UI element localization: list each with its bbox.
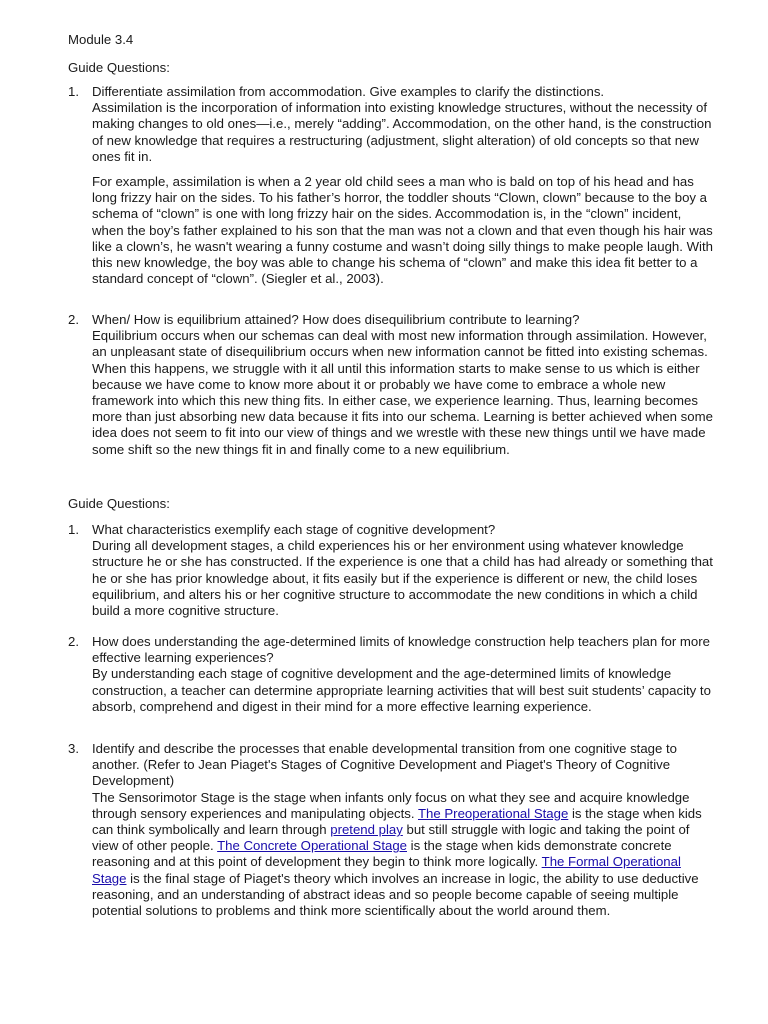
- question-text: When/ How is equilibrium attained? How does disequilibrium contribute to learning?: [92, 312, 580, 327]
- s1-question-1-example: [68, 174, 716, 287]
- concrete-operational-text: is the stage when kids demonstrate concrete reasoning and at this point of development they begin to think more logically.: [92, 838, 672, 870]
- answer-text: By understanding each stage of cognitive development and the age-determined limits of knowledge construction, a teacher can determine appropriate learning activities that will best suit students’ capacity to absorb, comprehend and digest in their mind for a more effective learning experience.: [92, 666, 711, 714]
- list-number: 3.: [68, 741, 79, 756]
- section1-label: Guide Questions:: [68, 60, 170, 75]
- s2-question-2: [68, 634, 716, 715]
- list-number: 1.: [68, 84, 79, 99]
- example-text: For example, assimilation is when a 2 year old child sees a man who is bald on top of his head and has long frizzy hair on the sides. To his father’s horror, the toddler shouts “Clown, clown” because to the boy a schema of “clown” is one with long frizzy hair on the sides. Accommodation is, in the “clown” incident, when the boy’s father explained to his son that the man was not a clown and that even though his hair was like a clown’s, he wasn't wearing a funny costume and wasn’t doing silly things to make people laugh. With this new knowledge, the boy was able to change his schema of “clown” and make this idea fit better to a standard concept of “clown”. (Siegler et al., 2003).: [92, 174, 713, 287]
- question-text: How does understanding the age-determined limits of knowledge construction help teachers plan for more effective learning experiences?: [92, 634, 710, 666]
- link-pretend-play[interactable]: pretend play: [330, 822, 403, 838]
- section2-label: Guide Questions:: [68, 496, 170, 511]
- s1-question-1: [68, 84, 716, 165]
- answer-text: During all development stages, a child experiences his or her environment using whatever knowledge structure he or she has constructed. If the experience is one that a child has had already or something that he or she has prior knowledge about, it fits easily but if the experience is different or new, the child loses equilibrium, and alters his or her cognitive structure to accommodate the new conditions in which a child build a more cognitive structure.: [92, 538, 713, 619]
- answer-text: [92, 790, 716, 920]
- answer-text: Equilibrium occurs when our schemas can deal with most new information through assimilation. However, an unpleasant state of disequilibrium occurs when new information cannot be fitted into existing schemas. When this happens, we struggle with it all until this information starts to make sense to us which is either because we have come to know more about it or probably we have come to embrace a whole new framework into which this new thing fits. In either case, we experience learning. Thus, learning becomes more than just absorbing new data because it fits into our schema. Learning is better achieved when some idea does not seem to fit into our view of things and we wrestle with these new things until we have made some shift so the new things fit in and finally come to a new equilibrium.: [92, 328, 713, 457]
- s1-question-2: [68, 312, 716, 458]
- answer-text: Assimilation is the incorporation of information into existing knowledge structures, without the necessity of making changes to old ones—i.e., merely “adding”. Accommodation, on the other hand, is the construction of new knowledge that requires a restructuring (adjustment, slight alteration) of old concepts so that new ones fit in.: [92, 100, 712, 164]
- formal-operational-text: is the final stage of Piaget's theory which involves an increase in logic, the ability to use deductive reasoning, and an understanding of abstract ideas and so people become capable of seeing multiple potential solutions to problems and think more scientifically about the world around them.: [92, 870, 699, 919]
- pretend-play-text: but still struggle with logic and taking the point of view of other people.: [92, 822, 690, 854]
- s2-question-3: [68, 741, 716, 919]
- link-formal-operational-stage[interactable]: The Formal Operational Stage: [92, 854, 681, 886]
- s2-question-1: [68, 522, 716, 619]
- question-text: What characteristics exemplify each stage of cognitive development?: [92, 522, 496, 537]
- link-concrete-operational-stage[interactable]: The Concrete Operational Stage: [217, 838, 407, 854]
- list-number: 2.: [68, 634, 79, 649]
- sensorimotor-text: The Sensorimotor Stage is the stage when infants only focus on what they see and acquire knowledge through sensory experiences and manipulating objects.: [92, 789, 690, 821]
- list-number: 2.: [68, 312, 79, 327]
- question-text: Identify and describe the processes that enable developmental transition from one cognitive stage to another. (Refer to Jean Piaget's Stages of Cognitive Development and Piaget's Theory of Cognitive Development): [92, 741, 678, 789]
- module-title: Module 3.4: [68, 32, 134, 47]
- list-number: 1.: [68, 522, 79, 537]
- question-text: Differentiate assimilation from accommodation. Give examples to clarify the distinctions.: [92, 84, 605, 99]
- link-preoperational-stage[interactable]: The Preoperational Stage: [418, 805, 569, 821]
- preoperational-text: is the stage when kids can think symbolically and learn through: [92, 805, 702, 838]
